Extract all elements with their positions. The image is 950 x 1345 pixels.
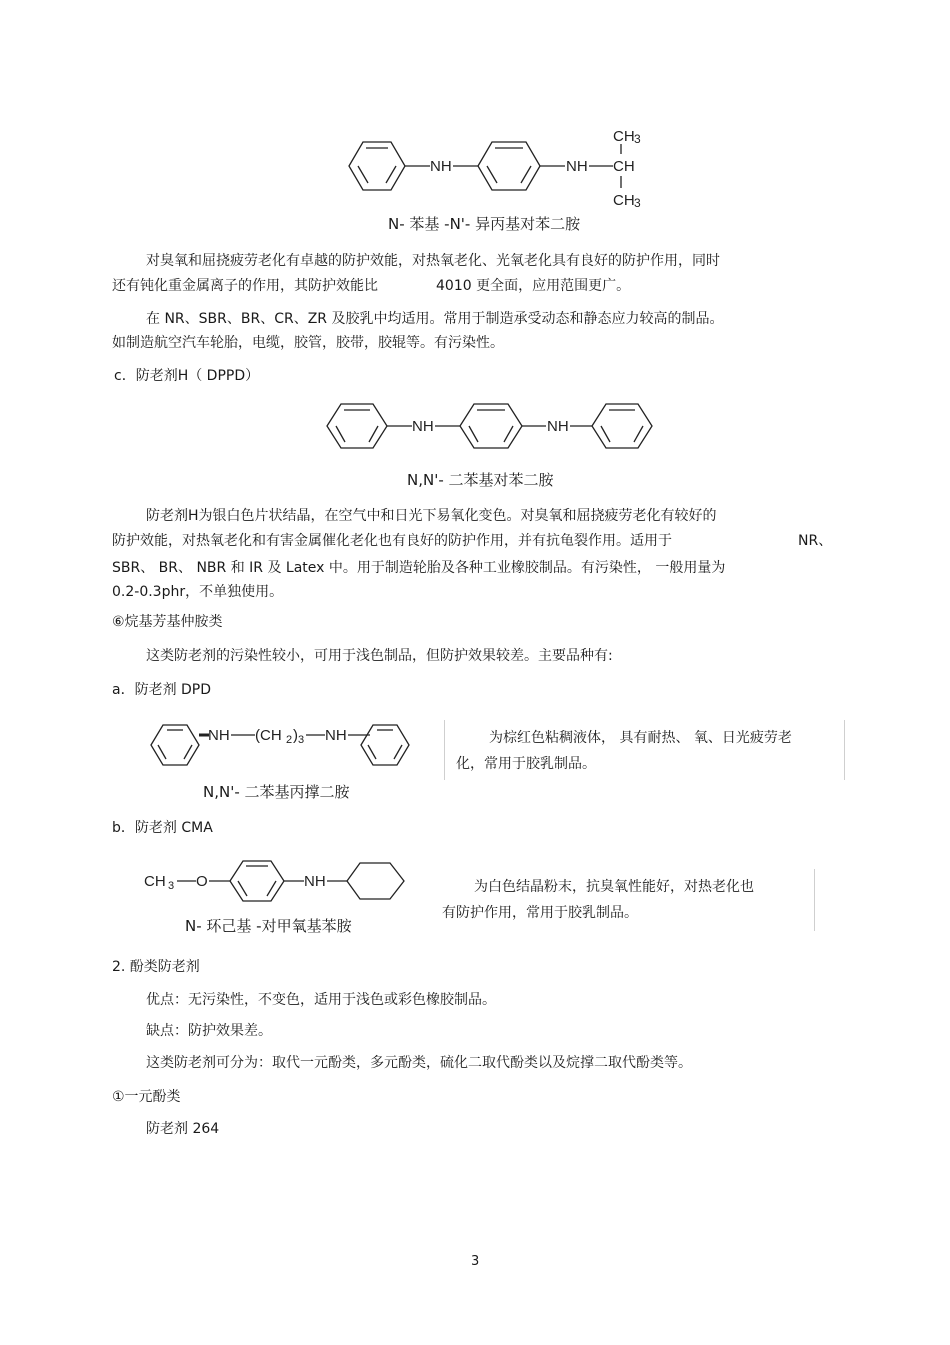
- structure-dppd: [320, 398, 665, 458]
- paragraph-line: SBR、 BR、 NBR 和 IR 及 Latex 中。用于制造轮胎及各种工业橡胶制品。有污染性， 一般用量为: [112, 560, 726, 576]
- ch-label: CH: [613, 158, 635, 175]
- nh-label: NH: [547, 418, 569, 435]
- paren-label: ): [293, 727, 298, 744]
- paragraph-line: 防老剂H为银白色片状结晶，在空气中和日光下易氧化变色。对臭氧和屈挠疲劳老化有较好的: [146, 508, 717, 524]
- subscript-3: 3: [168, 880, 175, 892]
- paragraph-line: NR、: [798, 533, 833, 549]
- paragraph-line: 对臭氧和屈挠疲劳老化有卓越的防护效能，对热氧老化、光氧老化具有良好的防护作用，同时: [146, 253, 720, 269]
- section-heading-phenols: 2. 酚类防老剂: [112, 959, 200, 975]
- nh-label: NH: [430, 158, 452, 175]
- nh-label: NH: [304, 873, 326, 890]
- structure-n-phenyl-n-isopropyl-ppd: [330, 118, 650, 213]
- paragraph-line: 如制造航空汽车轮胎，电缆，胶管，胶带，胶辊等。有污染性。: [112, 335, 504, 351]
- description-line: 有防护作用，常用于胶乳制品。: [442, 905, 638, 921]
- o-label: O: [196, 873, 208, 890]
- item-heading-264: 防老剂 264: [146, 1121, 220, 1137]
- item-heading-dpd: a．防老剂 DPD: [112, 682, 212, 698]
- structure-caption: N,N'- 二苯基丙撑二胺: [203, 783, 350, 801]
- nh-label: NH: [412, 418, 434, 435]
- paragraph-line: 这类防老剂可分为：取代一元酚类，多元酚类，硫化二取代酚类以及烷撑二取代酚类等。: [146, 1055, 692, 1071]
- structure-caption: N- 苯基 -N'- 异丙基对苯二胺: [388, 215, 581, 233]
- nh-label: NH: [208, 727, 230, 744]
- advantages-line: 优点：无污染性，不变色，适用于浅色或彩色橡胶制品。: [146, 992, 496, 1008]
- subscript-3: 3: [634, 196, 641, 210]
- ch2-label: (CH: [255, 727, 282, 744]
- structure-caption: N- 环己基 -对甲氧基苯胺: [185, 917, 352, 935]
- nh-label: NH: [566, 158, 588, 175]
- subscript-3: 3: [634, 132, 641, 146]
- paragraph-line: 防护效能，对热氧老化和有害金属催化老化也有良好的防护作用，并有抗龟裂作用。适用于: [112, 533, 672, 549]
- paragraph-line: 4010 更全面，应用范围更广。: [436, 278, 631, 294]
- description-line: 化，常用于胶乳制品。: [456, 756, 596, 772]
- section-heading-monophenols: ①一元酚类: [112, 1089, 181, 1105]
- item-heading-cma: b．防老剂 CMA: [112, 820, 213, 836]
- paragraph-line: 0.2-0.3phr，不单独使用。: [112, 584, 284, 600]
- structure-dpd: [145, 713, 415, 778]
- paragraph-line: 这类防老剂的污染性较小，可用于浅色制品，但防护效果较差。主要品种有:: [146, 648, 613, 664]
- ch3-label: CH: [144, 873, 166, 890]
- subscript-3: 3: [298, 734, 305, 746]
- page-number: 3: [471, 1254, 480, 1269]
- paragraph-line: 还有钝化重金属离子的作用，其防护效能比: [112, 278, 378, 294]
- structure-cma: [142, 855, 412, 910]
- nh-label: NH: [325, 727, 347, 744]
- ch3-label: CH: [613, 192, 635, 209]
- description-line: 为白色结晶粉末，抗臭氧性能好，对热老化也: [474, 879, 754, 895]
- item-heading-dppd: c．防老剂H（ DPPD）: [114, 368, 260, 384]
- section-heading-alkyl-aryl-amines: ⑥烷基芳基仲胺类: [112, 614, 223, 630]
- description-line: 为棕红色粘稠液体， 具有耐热、 氧、日光疲劳老: [489, 730, 792, 746]
- paragraph-line: 在 NR、SBR、BR、CR、ZR 及胶乳中均适用。常用于制造承受动态和静态应力较高的制品。: [146, 311, 724, 327]
- disadvantages-line: 缺点：防护效果差。: [146, 1023, 272, 1039]
- structure-caption: N,N'- 二苯基对苯二胺: [407, 471, 554, 489]
- ch3-label: CH: [613, 128, 635, 145]
- subscript-2: 2: [286, 734, 293, 746]
